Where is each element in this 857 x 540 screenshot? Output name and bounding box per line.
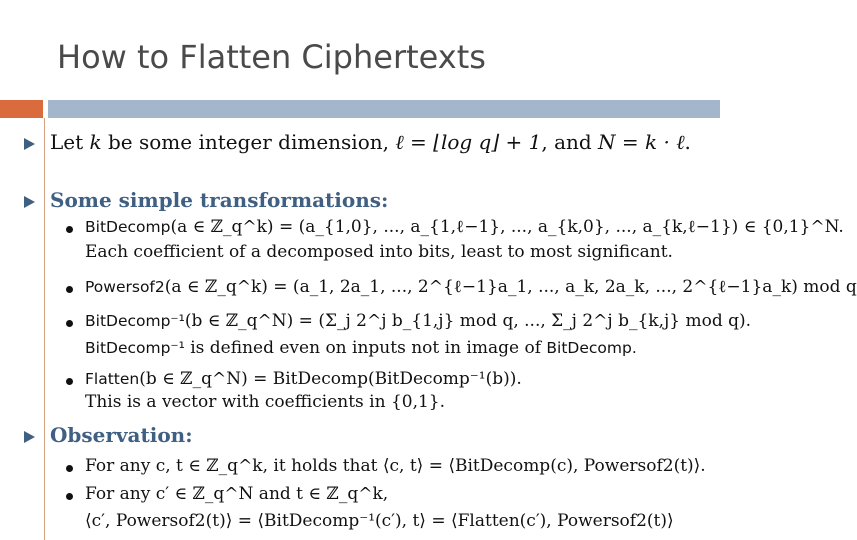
intro-text: be some integer dimension, bbox=[101, 130, 396, 154]
powersof2-formula: (a ∈ ℤ_q^k) = (a_1, 2a_1, ..., 2^{ℓ−1}a_1, ..., a_k, 2a_k, ..., 2^{ℓ−1}a_k) mod q bbox=[164, 277, 857, 297]
bullet-dot-icon bbox=[66, 320, 73, 327]
bullet-dot-icon bbox=[66, 465, 73, 472]
slide-title: How to Flatten Ciphertexts bbox=[57, 38, 486, 76]
bullet-arrow-icon bbox=[24, 138, 35, 150]
n-definition: N = k · ℓ bbox=[598, 130, 685, 154]
observation-heading: Observation: bbox=[50, 423, 193, 447]
bullet-dot-icon bbox=[66, 378, 73, 385]
ell-definition: ℓ = ⌊log q⌋ + 1 bbox=[395, 130, 542, 154]
intro-line bbox=[50, 130, 691, 155]
bitdecomp-formula: (a ∈ ℤ_q^k) = (a_{1,0}, ..., a_{1,ℓ−1}, ..., a_{k,0}, ..., a_{k,ℓ−1}) ∈ {0,1}^N. bbox=[170, 217, 844, 237]
bitdecomp-name: BitDecomp bbox=[85, 218, 171, 236]
transformations-heading: Some simple transformations: bbox=[50, 188, 389, 212]
bullet-dot-icon bbox=[66, 493, 73, 500]
title-rule-bar bbox=[48, 100, 720, 118]
bullet-arrow-icon bbox=[24, 431, 35, 443]
flatten-note: This is a vector with coefficients in {0,1}. bbox=[85, 392, 446, 412]
powersof2-name: Powersof2 bbox=[85, 278, 165, 296]
k-symbol: k bbox=[89, 130, 102, 154]
note-term: BitDecomp. bbox=[546, 339, 637, 357]
bullet-dot-icon bbox=[66, 226, 73, 233]
bitdecomp-inverse-name: BitDecomp⁻¹ bbox=[85, 312, 185, 330]
bitdecomp-note: Each coefficient of a decomposed into bits, least to most significant. bbox=[85, 242, 673, 262]
powersof2-definition bbox=[85, 277, 857, 297]
bitdecomp-definition bbox=[85, 217, 844, 237]
left-margin-line bbox=[44, 118, 45, 540]
bitdecomp-inverse-definition bbox=[85, 311, 751, 331]
intro-text: . bbox=[684, 130, 691, 154]
note-term: BitDecomp⁻¹ bbox=[85, 339, 185, 357]
flatten-name: Flatten bbox=[85, 370, 140, 388]
observation-item-1: For any c, t ∈ ℤ_q^k, it holds that ⟨c, t⟩ = ⟨BitDecomp(c), Powersof2(t)⟩. bbox=[85, 456, 706, 476]
flatten-formula: (b ∈ ℤ_q^N) = BitDecomp(BitDecomp⁻¹(b)). bbox=[139, 369, 522, 389]
observation-item-2-equation: ⟨c′, Powersof2(t)⟩ = ⟨BitDecomp⁻¹(c′), t⟩ = ⟨Flatten(c′), Powersof2(t)⟩ bbox=[85, 511, 674, 531]
title-accent-bar bbox=[0, 100, 43, 118]
flatten-definition bbox=[85, 369, 522, 389]
bitdecomp-inverse-note bbox=[85, 338, 637, 358]
intro-text: Let bbox=[50, 130, 90, 154]
intro-text: , and bbox=[541, 130, 599, 154]
bullet-dot-icon bbox=[66, 286, 73, 293]
bullet-arrow-icon bbox=[24, 196, 35, 208]
bitdecomp-inverse-formula: (b ∈ ℤ_q^N) = (Σ_j 2^j b_{1,j} mod q, ..., Σ_j 2^j b_{k,j} mod q). bbox=[184, 311, 752, 331]
note-text: is defined even on inputs not in image of bbox=[184, 338, 547, 358]
observation-item-2: For any c′ ∈ ℤ_q^N and t ∈ ℤ_q^k, bbox=[85, 484, 389, 504]
